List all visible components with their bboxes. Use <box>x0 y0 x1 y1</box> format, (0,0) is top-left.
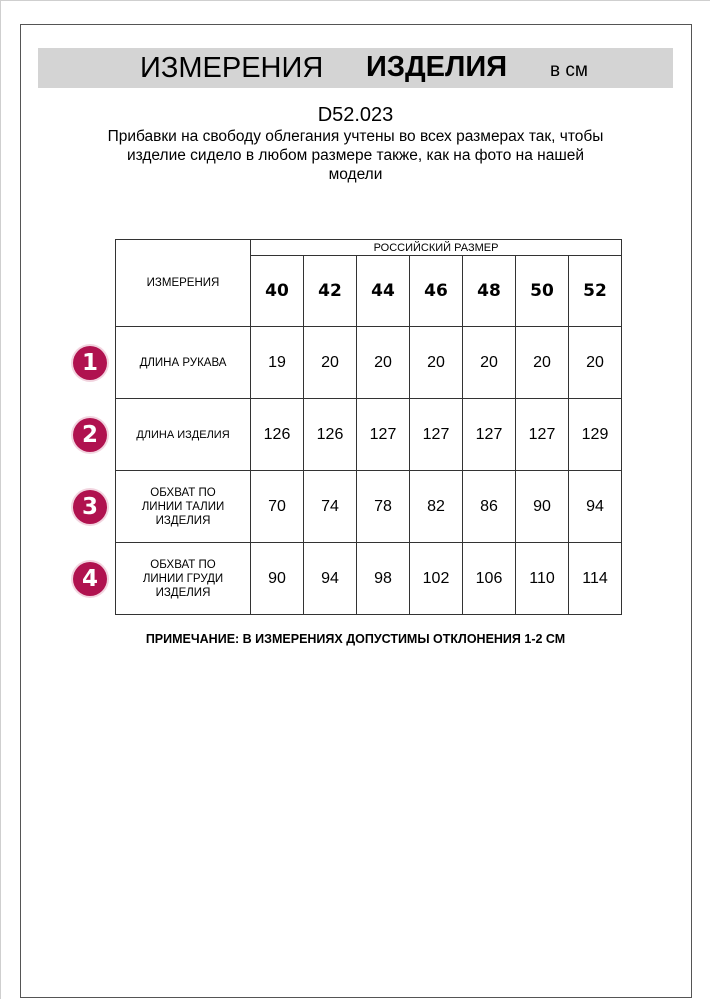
cell-value: 127 <box>463 399 516 471</box>
size-header: 48 <box>463 256 516 327</box>
measure-header: ИЗМЕРЕНИЯ <box>116 240 251 327</box>
cell-value: 110 <box>516 543 569 615</box>
russian-size-header: РОССИЙСКИЙ РАЗМЕР <box>251 240 622 256</box>
title-product: ИЗДЕЛИЯ <box>366 51 508 83</box>
cell-value: 86 <box>463 471 516 543</box>
size-header: 44 <box>357 256 410 327</box>
title-measurements: ИЗМЕРЕНИЯ <box>140 52 324 84</box>
cell-value: 98 <box>357 543 410 615</box>
cell-value: 94 <box>569 471 622 543</box>
cell-value: 129 <box>569 399 622 471</box>
cell-value: 126 <box>251 399 304 471</box>
table-row <box>116 543 622 615</box>
cell-value: 127 <box>357 399 410 471</box>
cell-value: 82 <box>410 471 463 543</box>
cell-value: 102 <box>410 543 463 615</box>
number-badge-3-icon: 3 <box>73 490 107 524</box>
number-badge-1-icon: 1 <box>73 346 107 380</box>
cell-value: 78 <box>357 471 410 543</box>
cell-value: 20 <box>516 327 569 399</box>
size-header: 52 <box>569 256 622 327</box>
cell-value: 127 <box>410 399 463 471</box>
cell-value: 90 <box>251 543 304 615</box>
cell-value: 19 <box>251 327 304 399</box>
cell-value: 90 <box>516 471 569 543</box>
cell-value: 94 <box>304 543 357 615</box>
cell-value: 20 <box>410 327 463 399</box>
cell-value: 20 <box>463 327 516 399</box>
number-badge-2-icon: 2 <box>73 418 107 452</box>
table-row <box>116 399 622 471</box>
row-label: ОБХВАТ ПО ЛИНИИ ГРУДИ ИЗДЕЛИЯ <box>116 543 251 615</box>
cell-value: 20 <box>304 327 357 399</box>
size-header: 46 <box>410 256 463 327</box>
cell-value: 127 <box>516 399 569 471</box>
table-row <box>116 471 622 543</box>
cell-value: 106 <box>463 543 516 615</box>
product-code: D52.023 <box>317 104 394 126</box>
row-label: ДЛИНА ИЗДЕЛИЯ <box>116 399 251 471</box>
row-label: ОБХВАТ ПО ЛИНИИ ТАЛИИ ИЗДЕЛИЯ <box>116 471 251 543</box>
fit-description: Прибавки на свободу облегания учтены во всех размерах так, чтобы изделие сидело в любом размере также, как на фото на нашей модели <box>107 128 604 183</box>
cell-value: 20 <box>357 327 410 399</box>
size-table <box>115 239 622 615</box>
table-row <box>116 327 622 399</box>
size-header: 42 <box>304 256 357 327</box>
cell-value: 114 <box>569 543 622 615</box>
tolerance-note: ПРИМЕЧАНИЕ: В ИЗМЕРЕНИЯХ ДОПУСТИМЫ ОТКЛОНЕНИЯ 1-2 СМ <box>145 632 566 646</box>
size-header: 50 <box>516 256 569 327</box>
size-header: 40 <box>251 256 304 327</box>
cell-value: 74 <box>304 471 357 543</box>
row-label: ДЛИНА РУКАВА <box>116 327 251 399</box>
header-row-group <box>116 240 622 256</box>
cell-value: 20 <box>569 327 622 399</box>
cell-value: 70 <box>251 471 304 543</box>
number-badge-4-icon: 4 <box>73 562 107 596</box>
cell-value: 126 <box>304 399 357 471</box>
title-unit: в см <box>550 60 588 81</box>
